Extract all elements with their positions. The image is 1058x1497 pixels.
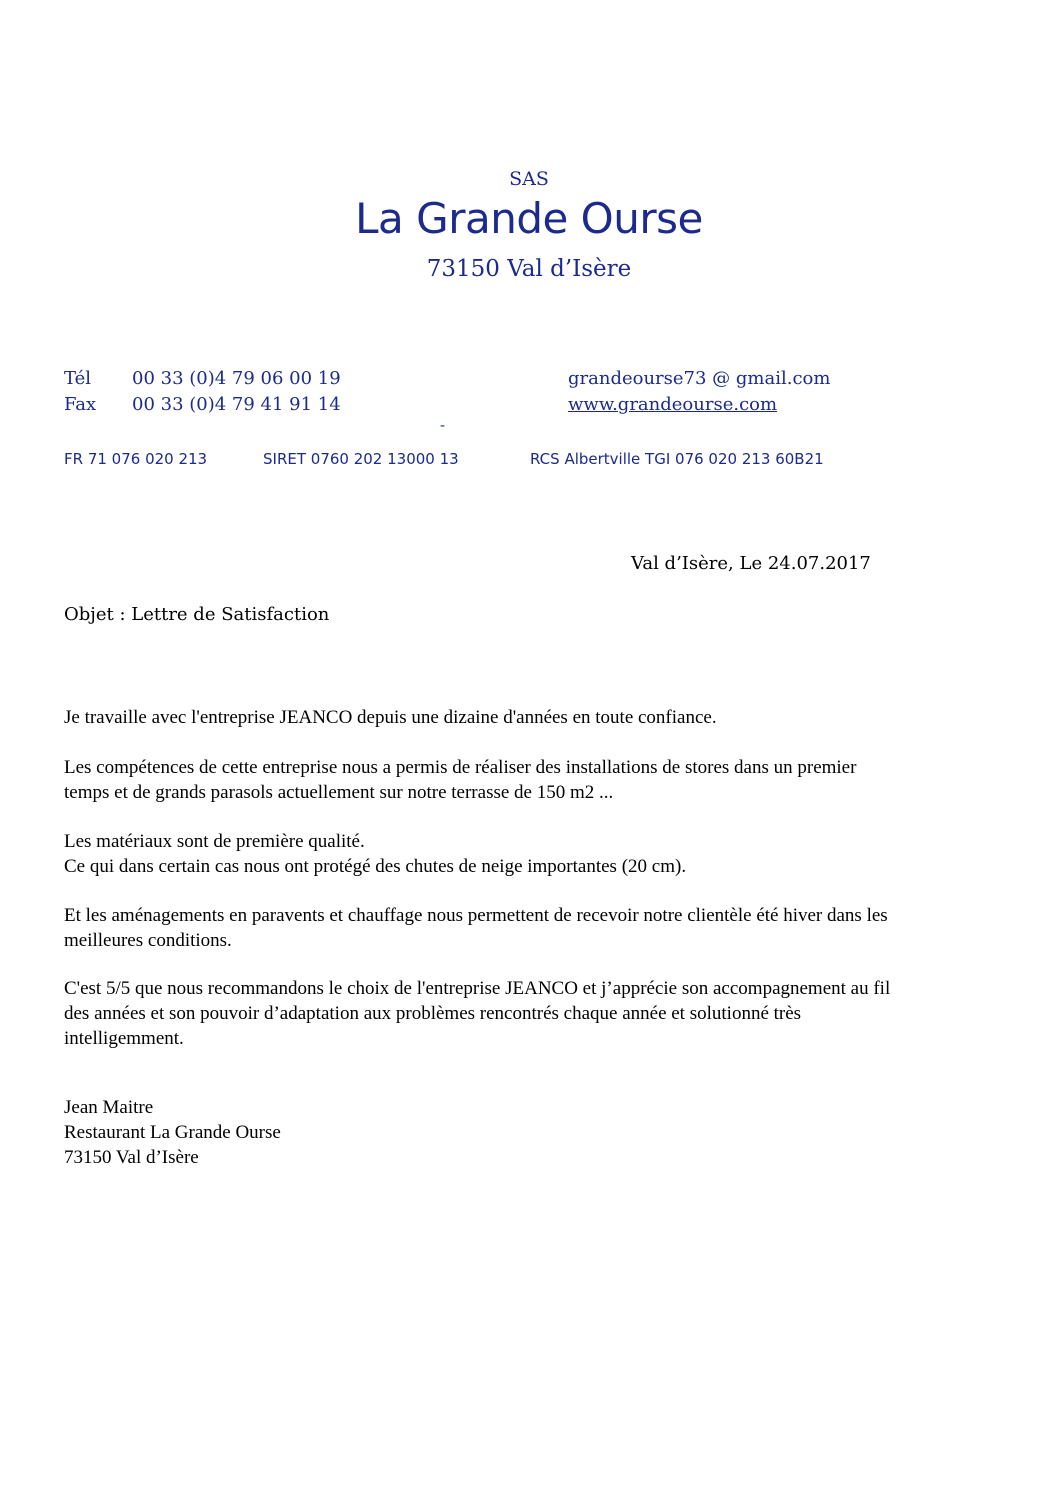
email-address[interactable]: grandeourse73 @ gmail.com bbox=[568, 368, 831, 389]
tel-label: Tél bbox=[64, 368, 92, 389]
paragraph-1 bbox=[64, 705, 1004, 730]
paragraph-1-line-1: Je travaille avec l'entreprise JEANCO depuis une dizaine d'années en toute confiance. bbox=[64, 707, 717, 728]
legal-form: SAS bbox=[509, 168, 549, 190]
paragraph-2-line-1: Les compétences de cette entreprise nous a permis de réaliser des installations de stores dans un premier bbox=[64, 757, 857, 778]
paragraph-5-line-3: intelligemment. bbox=[64, 1028, 184, 1049]
paragraph-5-line-2: des années et son pouvoir d’adaptation aux problèmes rencontrés chaque année et solutionné très bbox=[64, 1003, 802, 1024]
siret-number: SIRET 0760 202 13000 13 bbox=[263, 450, 459, 468]
signature-name: Jean Maitre bbox=[64, 1097, 154, 1118]
signature-city: 73150 Val d’Isère bbox=[64, 1147, 199, 1168]
paragraph-3-line-1: Les matériaux sont de première qualité. bbox=[64, 831, 365, 852]
paragraph-5 bbox=[64, 976, 1004, 1051]
paragraph-5-line-1: C'est 5/5 que nous recommandons le choix de l'entreprise JEANCO et j’apprécie son accompagnement au fil bbox=[64, 978, 891, 999]
rcs-number: RCS Albertville TGI 076 020 213 60B21 bbox=[530, 450, 824, 468]
tel-value: 00 33 (0)4 79 06 00 19 bbox=[132, 368, 341, 389]
paragraph-4 bbox=[64, 903, 1004, 953]
paragraph-3-line-2: Ce qui dans certain cas nous ont protégé des chutes de neige importantes (20 cm). bbox=[64, 856, 687, 877]
company-name: La Grande Ourse bbox=[355, 194, 703, 243]
separator-dash: - bbox=[440, 418, 446, 434]
paragraph-2-line-2: temps et de grands parasols actuellement sur notre terrasse de 150 m2 ... bbox=[64, 782, 614, 803]
signature-business: Restaurant La Grande Ourse bbox=[64, 1122, 281, 1143]
paragraph-4-line-1: Et les aménagements en paravents et chauffage nous permettent de recevoir notre clientèle été hiver dans les bbox=[64, 905, 888, 926]
vat-number: FR 71 076 020 213 bbox=[64, 450, 208, 468]
fax-value: 00 33 (0)4 79 41 91 14 bbox=[132, 394, 341, 415]
website-link[interactable]: www.grandeourse.com bbox=[568, 394, 778, 415]
fax-label: Fax bbox=[64, 394, 97, 415]
paragraph-4-line-2: meilleures conditions. bbox=[64, 930, 232, 951]
letter-object: Objet : Lettre de Satisfaction bbox=[64, 604, 330, 625]
letter-date: Val d’Isère, Le 24.07.2017 bbox=[631, 553, 871, 574]
paragraph-3 bbox=[64, 829, 1004, 879]
paragraph-2 bbox=[64, 755, 1004, 805]
company-city: 73150 Val d’Isère bbox=[426, 256, 632, 282]
